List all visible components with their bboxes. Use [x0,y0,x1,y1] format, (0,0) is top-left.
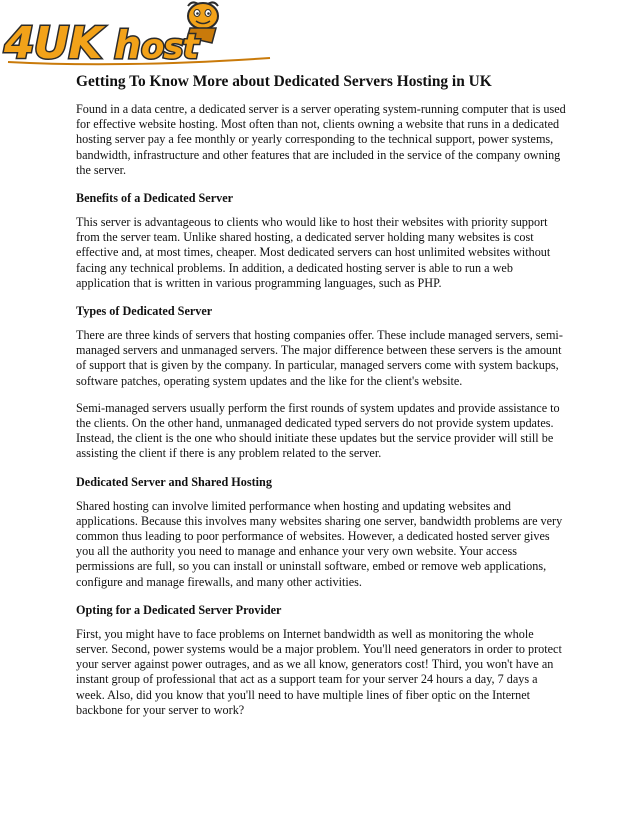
4ukhost-logo [2,0,277,68]
section-heading: Types of Dedicated Server [76,304,213,319]
intro-paragraph: Found in a data centre, a dedicated server is a server operating system-running computer that is used for effective website hosting. Most often than not, clients owning a website that runs in a dedicated hosting server pay a fee monthly or yearly corresponding to the technical support, power systems, bandwidth, infrastructure and other features that are included in the service of the company owning the server. [76,102,566,177]
section-heading: Dedicated Server and Shared Hosting [76,474,272,489]
section-paragraph: Shared hosting can involve limited performance when hosting and updating websites and applications. Because this involves many websites sharing one server, bandwidth problems are very common thus leading to poor performance of websites. However, a dedicated hosted server gives you all the authority you need to manage and enhance your very own website. Your access permissions are full, so you can install or uninstall software, embed or remove web applications, configure and manage firewalls, and many other activities. [76,498,563,589]
svg-text:4UK: 4UK [4,18,102,68]
section-paragraph: Semi-managed servers usually perform the first rounds of system updates and provide assistance to the clients. On the other hand, unmanaged dedicated typed servers do not provide system updates. Instead, the client is the one who should initiate these updates but the service provider will still be assisting the client if there is any problem related to the server. [76,400,560,461]
page-title: Getting To Know More about Dedicated Servers Hosting in UK [76,73,492,90]
section-paragraph: There are three kinds of servers that hosting companies offer. These include managed servers, semi-managed servers and unmanaged servers. The major difference between these servers is the amount of support that is given by the company. In particular, managed servers come with system backups, software patches, operating system updates and the like for the client's website. [76,328,563,388]
svg-text:ost: ost [141,27,198,67]
section-paragraph: This server is advantageous to clients who would like to host their websites with priority support from the server team. Unlike shared hosting, a dedicated server holding many websites is cost effective and, at most times, cheaper. Most dedicated servers can host unlimited websites without facing any technical problems. In addition, a dedicated hosting server is able to run a web application that is written in various programming languages, such as PHP. [76,215,551,290]
logo-wordmark [3,18,270,68]
section-paragraph: First, you might have to face problems on Internet bandwidth as well as monitoring the whole server. Second, power systems would be a major problem. You'll need generators in order to protect your server against power outrages, and as we all know, generators cost! Third, you won't have an instant group of professional that act as a support team for your server 24 hours a day, 7 days a week. Also, did you know that you'll need to have multiple lines of fiber optic on the Internet backbone for your server to work? [76,626,562,717]
section-heading: Opting for a Dedicated Server Provider [76,602,282,617]
svg-text:h: h [114,23,141,67]
section-heading: Benefits of a Dedicated Server [76,191,234,206]
article [76,72,568,730]
